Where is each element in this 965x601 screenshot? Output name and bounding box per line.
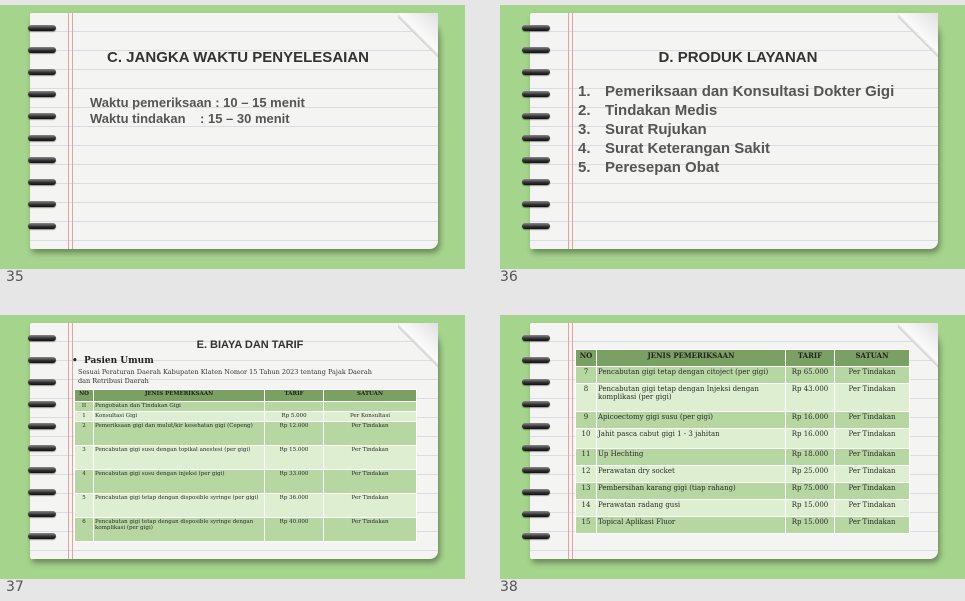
spiral-rings bbox=[28, 25, 58, 245]
cell-satuan: Per Tindakan bbox=[835, 517, 910, 534]
list-item: 5. Peresepan Obat bbox=[578, 159, 720, 176]
cell-satuan: Per Tindakan bbox=[324, 470, 417, 494]
cell-jenis: Pencabutan gigi tetap dengan citoject (per gigi) bbox=[597, 367, 786, 384]
cell-no: 3 bbox=[75, 446, 94, 470]
cell-jenis: Perawatan radang gusi bbox=[597, 500, 786, 517]
col-header-tarif: TARIF bbox=[265, 390, 324, 402]
cell-tarif: Rp 25.000 bbox=[786, 466, 835, 483]
cell-jenis: Pembersihan karang gigi (tiap rahang) bbox=[597, 483, 786, 500]
slide-thumbnail-36[interactable] bbox=[500, 5, 965, 269]
cell-jenis: Up Hechting bbox=[597, 449, 786, 466]
slide-thumbnail-35[interactable] bbox=[0, 5, 465, 269]
tariff-table-continued bbox=[575, 349, 910, 534]
cell-jenis: Pengobatan dan Tindakan Gigi bbox=[94, 402, 265, 412]
table-row bbox=[75, 446, 417, 470]
cell-jenis: Pencabutan gigi susu dengan injeksi (per gigi) bbox=[94, 470, 265, 494]
list-item: 2. Tindakan Medis bbox=[578, 102, 718, 119]
cell-tarif bbox=[265, 402, 324, 412]
table-row bbox=[576, 500, 910, 517]
cell-satuan: Per Tindakan bbox=[835, 500, 910, 517]
page-curl bbox=[398, 323, 438, 371]
tariff-table bbox=[74, 389, 417, 542]
table-row bbox=[576, 429, 910, 449]
cell-jenis: Pencabutan gigi susu dengan topikal anestesi (per gigi) bbox=[94, 446, 265, 470]
cell-no: 14 bbox=[576, 500, 597, 517]
cell-satuan: Per Tindakan bbox=[835, 384, 910, 412]
table-header-row bbox=[576, 350, 910, 367]
page-margin-line bbox=[568, 13, 573, 249]
table-row bbox=[75, 422, 417, 446]
cell-tarif: Rp 43.000 bbox=[786, 384, 835, 412]
col-header-tarif: TARIF bbox=[786, 350, 835, 367]
cell-jenis: Pencabutan gigi tetap dengan disposible syringe dengan komplikasi (per gigi) bbox=[94, 518, 265, 542]
col-header-no: NO bbox=[75, 390, 94, 402]
cell-no: 11 bbox=[576, 449, 597, 466]
cell-satuan: Per Tindakan bbox=[324, 422, 417, 446]
col-header-satuan: SATUAN bbox=[324, 390, 417, 402]
cell-tarif: Rp 65.000 bbox=[786, 367, 835, 384]
cell-satuan: Per Tindakan bbox=[835, 449, 910, 466]
cell-no: 13 bbox=[576, 483, 597, 500]
cell-tarif: Rp 15.000 bbox=[265, 446, 324, 470]
table-row bbox=[75, 470, 417, 494]
table-row bbox=[75, 518, 417, 542]
table-row bbox=[576, 483, 910, 500]
cell-tarif: Rp 18.000 bbox=[786, 449, 835, 466]
cell-tarif: Rp 16.000 bbox=[786, 412, 835, 429]
cell-jenis: Apicoectomy gigi susu (per gigi) bbox=[597, 412, 786, 429]
cell-tarif: Rp 5.000 bbox=[265, 412, 324, 422]
col-header-jenis: JENIS PEMERIKSAAN bbox=[597, 350, 786, 367]
slide-number-37: 37 bbox=[6, 579, 24, 595]
page-margin-line bbox=[568, 323, 573, 559]
slide-title: D. PRODUK LAYANAN bbox=[658, 49, 818, 66]
table-row bbox=[576, 517, 910, 534]
cell-jenis: Konsultasi Gigi bbox=[94, 412, 265, 422]
cell-jenis: Perawatan dry socket bbox=[597, 466, 786, 483]
cell-no: 5 bbox=[75, 494, 94, 518]
cell-no: 9 bbox=[576, 412, 597, 429]
cell-satuan: Per Konsultasi bbox=[324, 412, 417, 422]
table-row bbox=[576, 384, 910, 412]
cell-no: 10 bbox=[576, 429, 597, 449]
slide-title: C. JANGKA WAKTU PENYELESAIAN bbox=[107, 49, 369, 66]
cell-no: II bbox=[75, 402, 94, 412]
spiral-rings bbox=[522, 25, 552, 245]
cell-tarif: Rp 36.000 bbox=[265, 494, 324, 518]
slide-number-35: 35 bbox=[6, 269, 24, 285]
regulation-note: Sesuai Peraturan Daerah Kabupaten Klaten Nomor 15 Tahun 2023 tentang Pajak Daerah dan Retribusi Daerah bbox=[78, 368, 372, 385]
notebook-page bbox=[530, 13, 938, 249]
cell-satuan: Per Tindakan bbox=[835, 466, 910, 483]
table-row bbox=[576, 412, 910, 429]
cell-satuan: Per Tindakan bbox=[835, 483, 910, 500]
cell-tarif: Rp 16.000 bbox=[786, 429, 835, 449]
slide-number-38: 38 bbox=[500, 579, 518, 595]
table-row bbox=[576, 367, 910, 384]
cell-no: 1 bbox=[75, 412, 94, 422]
cell-satuan: Per Tindakan bbox=[324, 518, 417, 542]
time-line-1: Waktu pemeriksaan : 10 – 15 menit bbox=[90, 95, 305, 110]
page-curl bbox=[398, 13, 438, 61]
cell-satuan: Per Tindakan bbox=[835, 429, 910, 449]
cell-tarif: Rp 75.000 bbox=[786, 483, 835, 500]
table-row bbox=[75, 402, 417, 412]
cell-satuan: Per Tindakan bbox=[835, 367, 910, 384]
cell-jenis: Topical Aplikasi Fluor bbox=[597, 517, 786, 534]
col-header-jenis: JENIS PEMERIKSAAN bbox=[94, 390, 265, 402]
cell-jenis: Pencabutan gigi tetap dengan Injeksi dengan komplikasi (per gigi) bbox=[597, 384, 786, 412]
cell-jenis: Jahit pasca cabut gigi 1 - 3 jahitan bbox=[597, 429, 786, 449]
table-row bbox=[576, 449, 910, 466]
cell-satuan: Per Tindakan bbox=[324, 446, 417, 470]
cell-no: 2 bbox=[75, 422, 94, 446]
cell-tarif: Rp 12.000 bbox=[265, 422, 324, 446]
cell-tarif: Rp 33.000 bbox=[265, 470, 324, 494]
cell-no: 8 bbox=[576, 384, 597, 412]
page-margin-line bbox=[68, 13, 73, 249]
cell-tarif: Rp 15.000 bbox=[786, 500, 835, 517]
col-header-satuan: SATUAN bbox=[835, 350, 910, 367]
spiral-rings bbox=[28, 335, 58, 555]
cell-no: 7 bbox=[576, 367, 597, 384]
list-item: 1. Pemeriksaan dan Konsultasi Dokter Gigi bbox=[578, 83, 895, 100]
slide-number-36: 36 bbox=[500, 269, 518, 285]
cell-satuan: Per Tindakan bbox=[324, 494, 417, 518]
list-item: 3. Surat Rujukan bbox=[578, 121, 707, 138]
notebook-page bbox=[30, 13, 438, 249]
table-row bbox=[75, 412, 417, 422]
list-item: 4. Surat Keterangan Sakit bbox=[578, 140, 771, 157]
table-header-row bbox=[75, 390, 417, 402]
table-row bbox=[75, 494, 417, 518]
cell-no: 6 bbox=[75, 518, 94, 542]
cell-no: 12 bbox=[576, 466, 597, 483]
cell-tarif: Rp 15.000 bbox=[786, 517, 835, 534]
cell-satuan bbox=[324, 402, 417, 412]
table-row bbox=[576, 466, 910, 483]
service-list bbox=[578, 83, 894, 178]
slide-title: E. BIAYA DAN TARIF bbox=[196, 339, 304, 351]
cell-satuan: Per Tindakan bbox=[835, 412, 910, 429]
bullet-pasien-umum: • Pasien Umum bbox=[72, 356, 154, 366]
time-line-2: Waktu tindakan : 15 – 30 menit bbox=[90, 111, 290, 126]
cell-tarif: Rp 40.000 bbox=[265, 518, 324, 542]
cell-jenis: Pemeriksaan gigi dan mulut/kir kesehatan gigi (Cepeng) bbox=[94, 422, 265, 446]
page-curl bbox=[898, 13, 938, 61]
cell-no: 4 bbox=[75, 470, 94, 494]
cell-no: 15 bbox=[576, 517, 597, 534]
cell-jenis: Pencabutan gigi tetap dengan disposible syringe (per gigi) bbox=[94, 494, 265, 518]
spiral-rings bbox=[522, 335, 552, 555]
col-header-no: NO bbox=[576, 350, 597, 367]
